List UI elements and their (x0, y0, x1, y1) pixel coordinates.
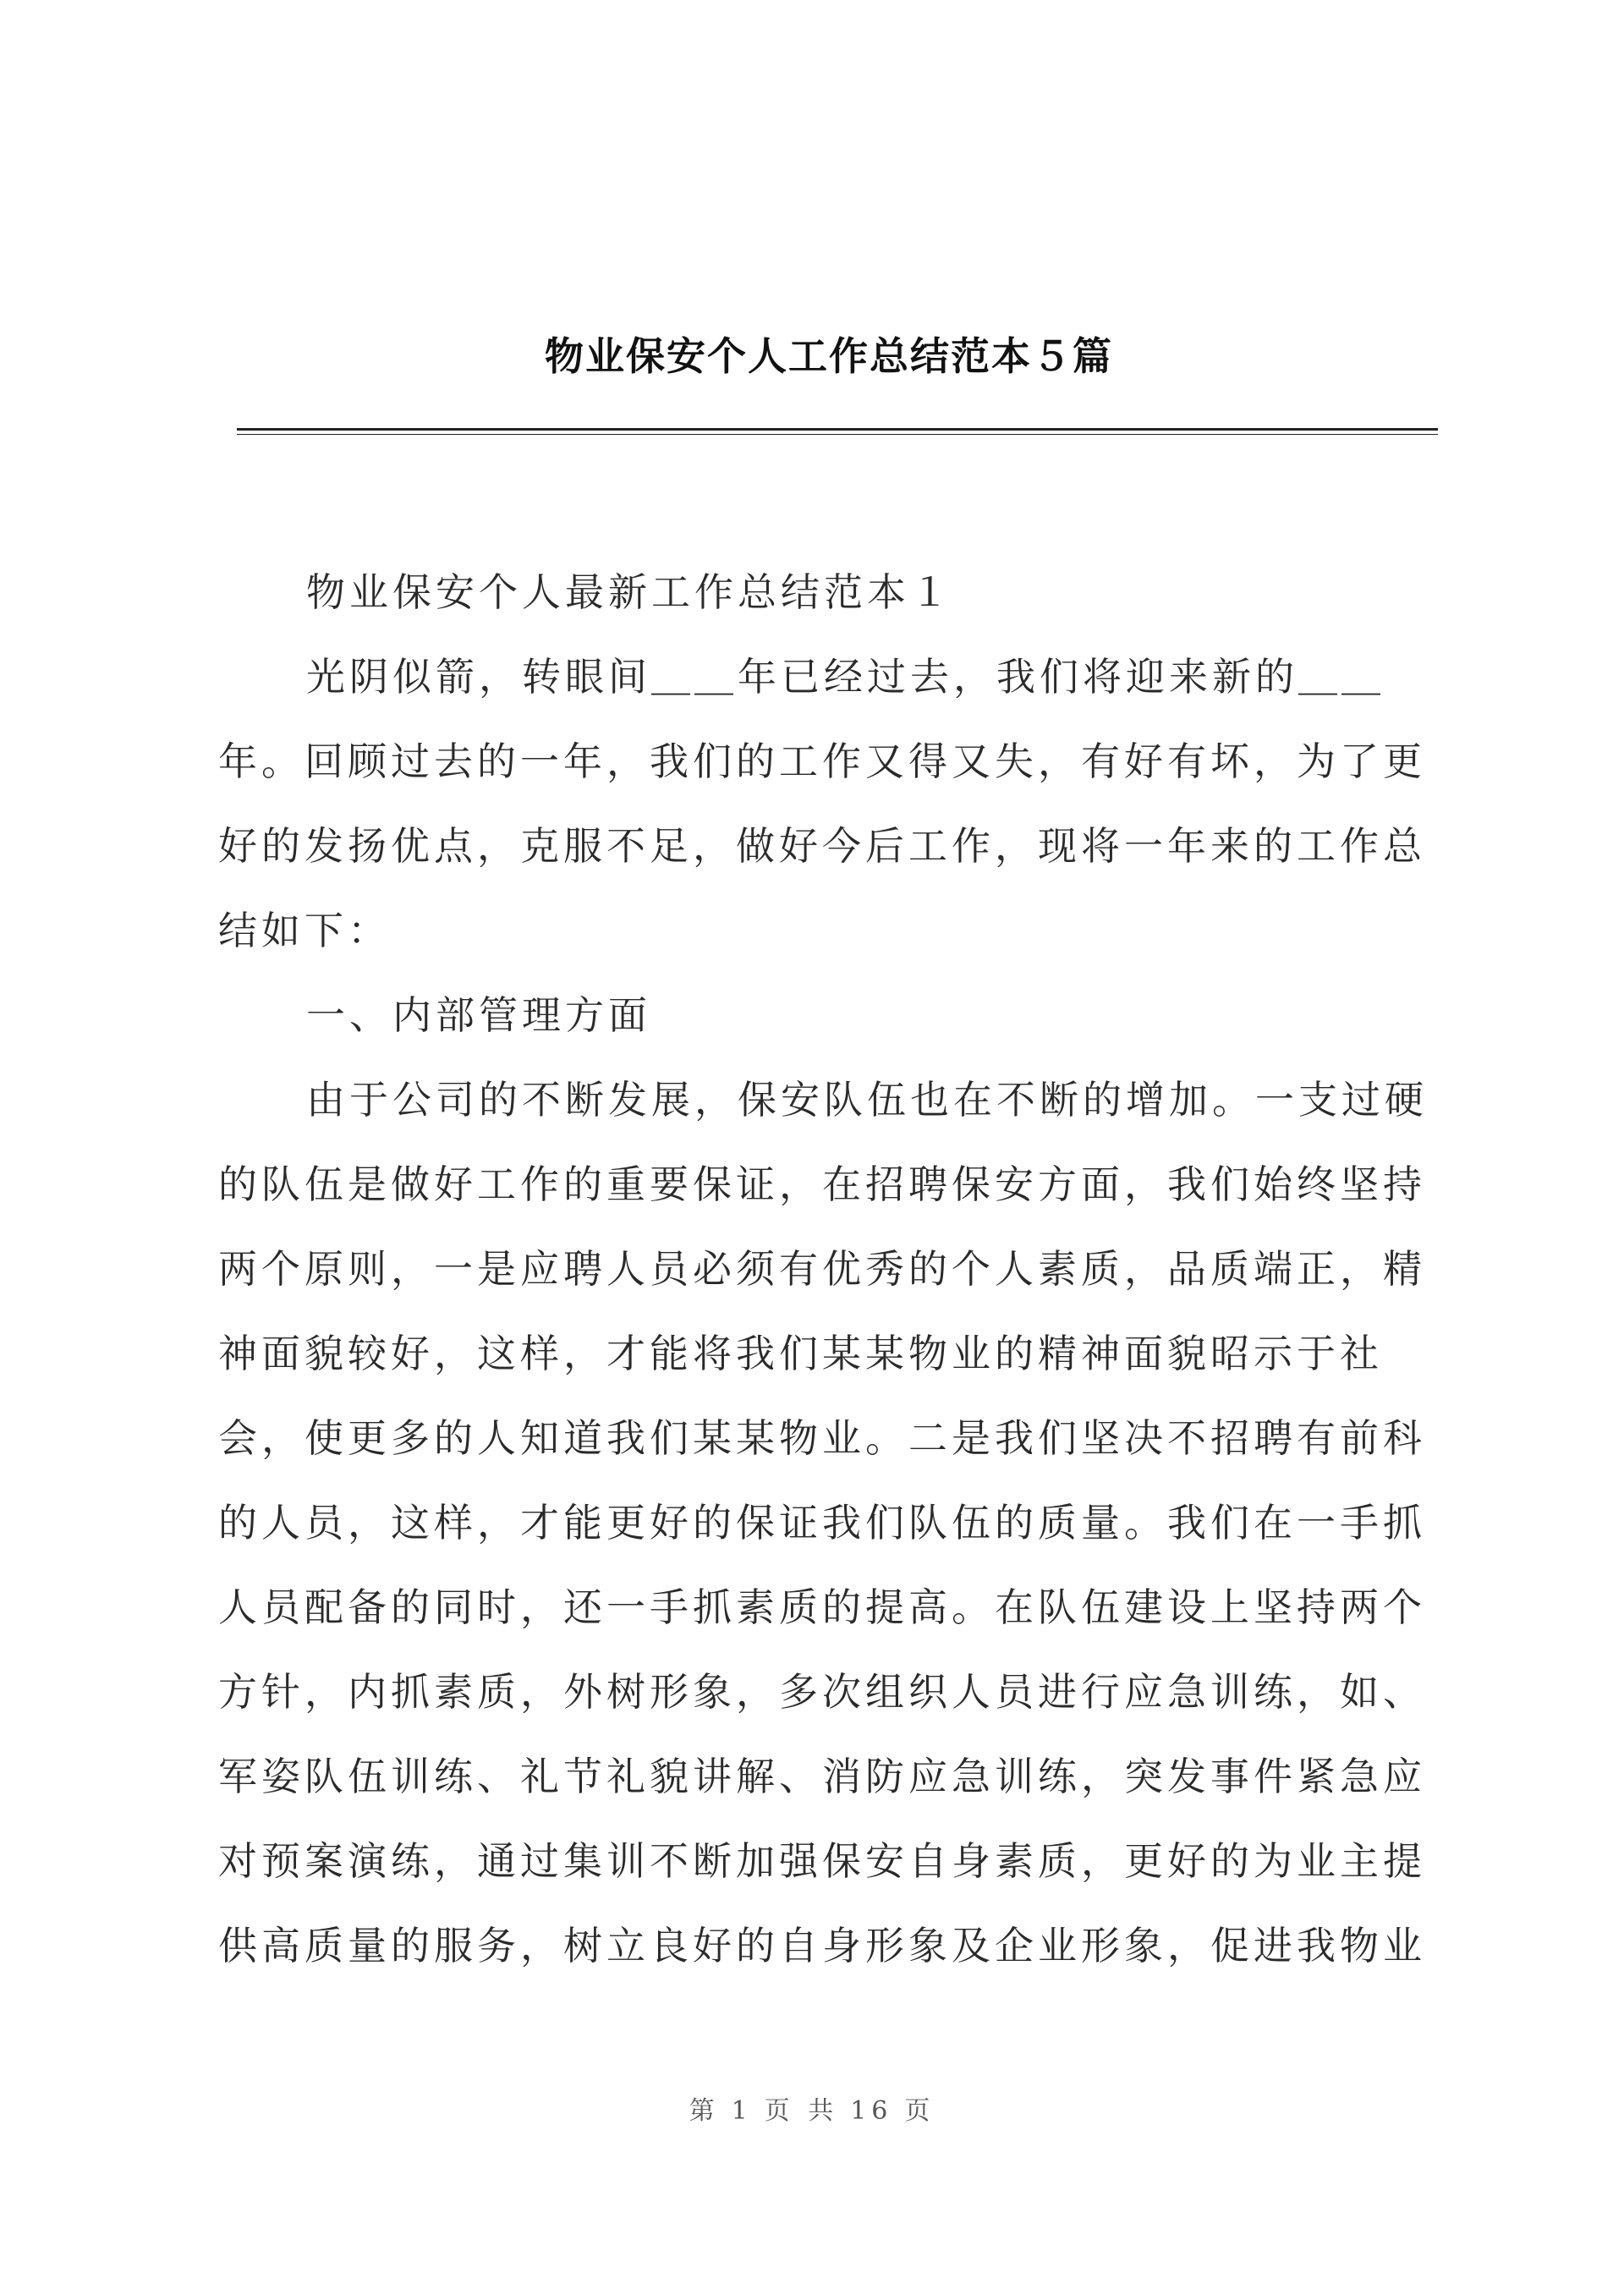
body-paragraph: 由于公司的不断发展，保安队伍也在不断的增加。一支过硬的队伍是做好工作的重要保证，在招聘保安方面，我们始终坚持两个原则，一是应聘人员必须有优秀的个人素质，品质端正，精神面貌较好，这样，才能将我们某某物业的精神面貌昭示于社会，使更多的人知道我们某某物业。二是我们坚决不招聘有前科的人员，这样，才能更好的保证我们队伍的质量。我们在一手抓人员配备的同时，还一手抓素质的提高。在队伍建设上坚持两个方针，内抓素质，外树形象，多次组织人员进行应急训练，如、军姿队伍训练、礼节礼貌讲解、消防应急训练，突发事件紧急应对预案演练，通过集训不断加强保安自身素质，更好的为业主提供高质量的服务，树立良好的自身形象及企业形象，促进我物业 (218, 1077, 1428, 1968)
document-body (218, 550, 1438, 1988)
title-divider-thin (237, 434, 1438, 435)
page-footer (0, 2089, 1624, 2127)
footer-of-label: 页 共 (764, 2096, 839, 2126)
subsection-heading: 一、内部管理方面 (306, 992, 651, 1038)
document-title: 物业保安个人工作总结范本５篇 (545, 333, 1113, 379)
footer-page-label: 第 (689, 2096, 720, 2126)
section-heading: 物业保安个人最新工作总结范本１ (306, 569, 953, 615)
title-divider (237, 428, 1438, 431)
footer-total-pages: 16 (850, 2096, 893, 2126)
footer-current-page: 1 (731, 2096, 753, 2126)
footer-end-label: 页 (904, 2096, 935, 2126)
body-paragraph: 光阴似箭，转眼间＿＿年已经过去，我们将迎来新的＿＿年。回顾过去的一年，我们的工作又得又失，有好有坏，为了更好的发扬优点，克服不足，做好今后工作，现将一年来的工作总结如下： (218, 654, 1426, 953)
